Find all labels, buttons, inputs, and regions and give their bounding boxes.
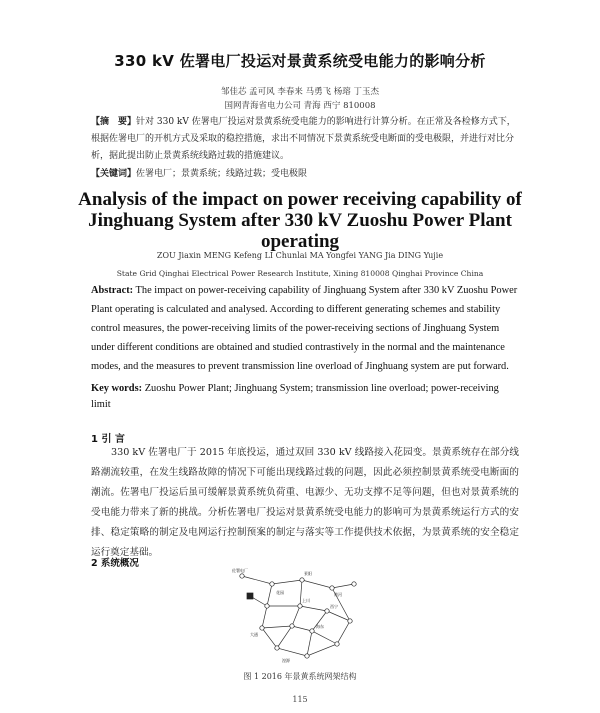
english-abstract-text: The impact on power-receiving capability of Jinghuang System after 330 kV Zuoshu Power Plant operating is calculated and analysed. According to different generating schemes and stability control measures, the power-receiving limits of the power-receiving sections of Jinghuang System under different conditions are obtained and studied contrastively in the normal and the maintenance modes, and the measures to prevent transmission line overload of Jinghuang system are put forward. [91, 285, 518, 372]
substation-node [298, 604, 302, 608]
map-label: 上川 [302, 598, 310, 603]
map-label: 湟源 [282, 658, 290, 663]
map-label: 大通 [250, 632, 258, 637]
english-affiliation: State Grid Qinghai Electrical Power Research Institute, Xining 810008 Qinghai Province China [116, 269, 484, 278]
section-2-heading: 2 系统概况 [91, 558, 139, 569]
substation-node [265, 604, 269, 608]
grid-line [262, 626, 292, 628]
grid-line [307, 631, 312, 656]
map-label: 西宁 [330, 604, 338, 609]
map-label: 海东 [316, 624, 324, 629]
substation-node [305, 654, 309, 658]
chinese-authors: 邹佳芯 孟可风 李春来 马勇飞 杨瑢 丁玉杰 [220, 87, 379, 97]
substation-node [330, 586, 334, 590]
substation-node [352, 582, 356, 586]
substation-node [260, 626, 264, 630]
grid-line [242, 576, 354, 588]
substation-node [240, 574, 244, 578]
map-label: 花园 [276, 590, 284, 595]
substation-node [300, 578, 304, 582]
map-label: 佐署电厂 [232, 568, 248, 573]
substation-node [325, 609, 329, 613]
substation-node [270, 582, 274, 586]
map-label: 黄河 [334, 592, 342, 597]
substation-node [310, 629, 314, 633]
chinese-affiliation: 国网青海省电力公司 青海 西宁 810008 [224, 101, 376, 111]
figure-caption: 图 1 2016 年景黄系统网架结构 [243, 672, 357, 681]
grid-structure-figure [232, 566, 368, 666]
substation-node [275, 646, 279, 650]
chinese-abstract-label: 【摘 要】 [91, 117, 137, 127]
english-title: Analysis of the impact on power receiving capability of Jinghuang System after 330 kV Zuoshu Power Plant operating [78, 189, 522, 252]
chinese-keywords-text: 佐署电厂；景黄系统；线路过载；受电极限 [136, 169, 308, 179]
chinese-keywords-label: 【关键词】 [91, 169, 137, 179]
power-plant-node [247, 593, 253, 599]
section-1-body: 330 kV 佐署电厂于 2015 年底投运，通过双回 330 kV 线路接入花园变。景黄系统存在部分线路潮流较重，在发生线路故障的情况下可能出现线路过载的问题，因此必须控制景黄系统受电断面的潮流。佐署电厂投运后虽可缓解景黄系统负荷重、电源少、无功支撑不足等问题，但也对景黄系统的受电能力带来了新的挑战。分析佐署电厂投运对景黄系统受电能力的影响可为景黄系统运行方式的安排、稳定策略的制定及电网运行控制预案的制定与落实等工作提供技术依据，为景黄系统的安全稳定运行奠定基础。 [91, 447, 519, 558]
grid-line [292, 626, 337, 644]
english-abstract-label: Abstract: [91, 285, 134, 296]
substation-node [348, 619, 352, 623]
chinese-abstract-text: 针对 330 kV 佐署电厂投运对景黄系统受电能力的影响进行计算分析。在正常及各检修方式下，根据佐署电厂的开机方式及采取的稳控措施，求出不同情况下景黄系统受电断面的受电极限，并进行对比分析，据此提出防止景黄系统线路过载的措施建议。 [91, 117, 516, 161]
map-label: 景阳 [304, 571, 312, 576]
section-1-heading: 1 引 言 [91, 434, 125, 445]
english-authors: ZOU Jiaxin MENG Kefeng LI Chunlai MA Yongfei YANG Jia DING Yujie [156, 251, 444, 260]
english-abstract [91, 281, 519, 376]
substation-node [290, 624, 294, 628]
substation-node [335, 642, 339, 646]
page-number: 115 [292, 695, 308, 704]
english-keywords [91, 381, 519, 413]
english-keywords-text: Zuoshu Power Plant; Jinghuang System; transmission line overload; power-receiving limit [91, 383, 499, 410]
english-keywords-label: Key words: [91, 383, 143, 394]
chinese-abstract [91, 114, 519, 165]
chinese-keywords [91, 166, 519, 179]
chinese-title: 330 kV 佐署电厂投运对景黄系统受电能力的影响分析 [114, 52, 486, 70]
